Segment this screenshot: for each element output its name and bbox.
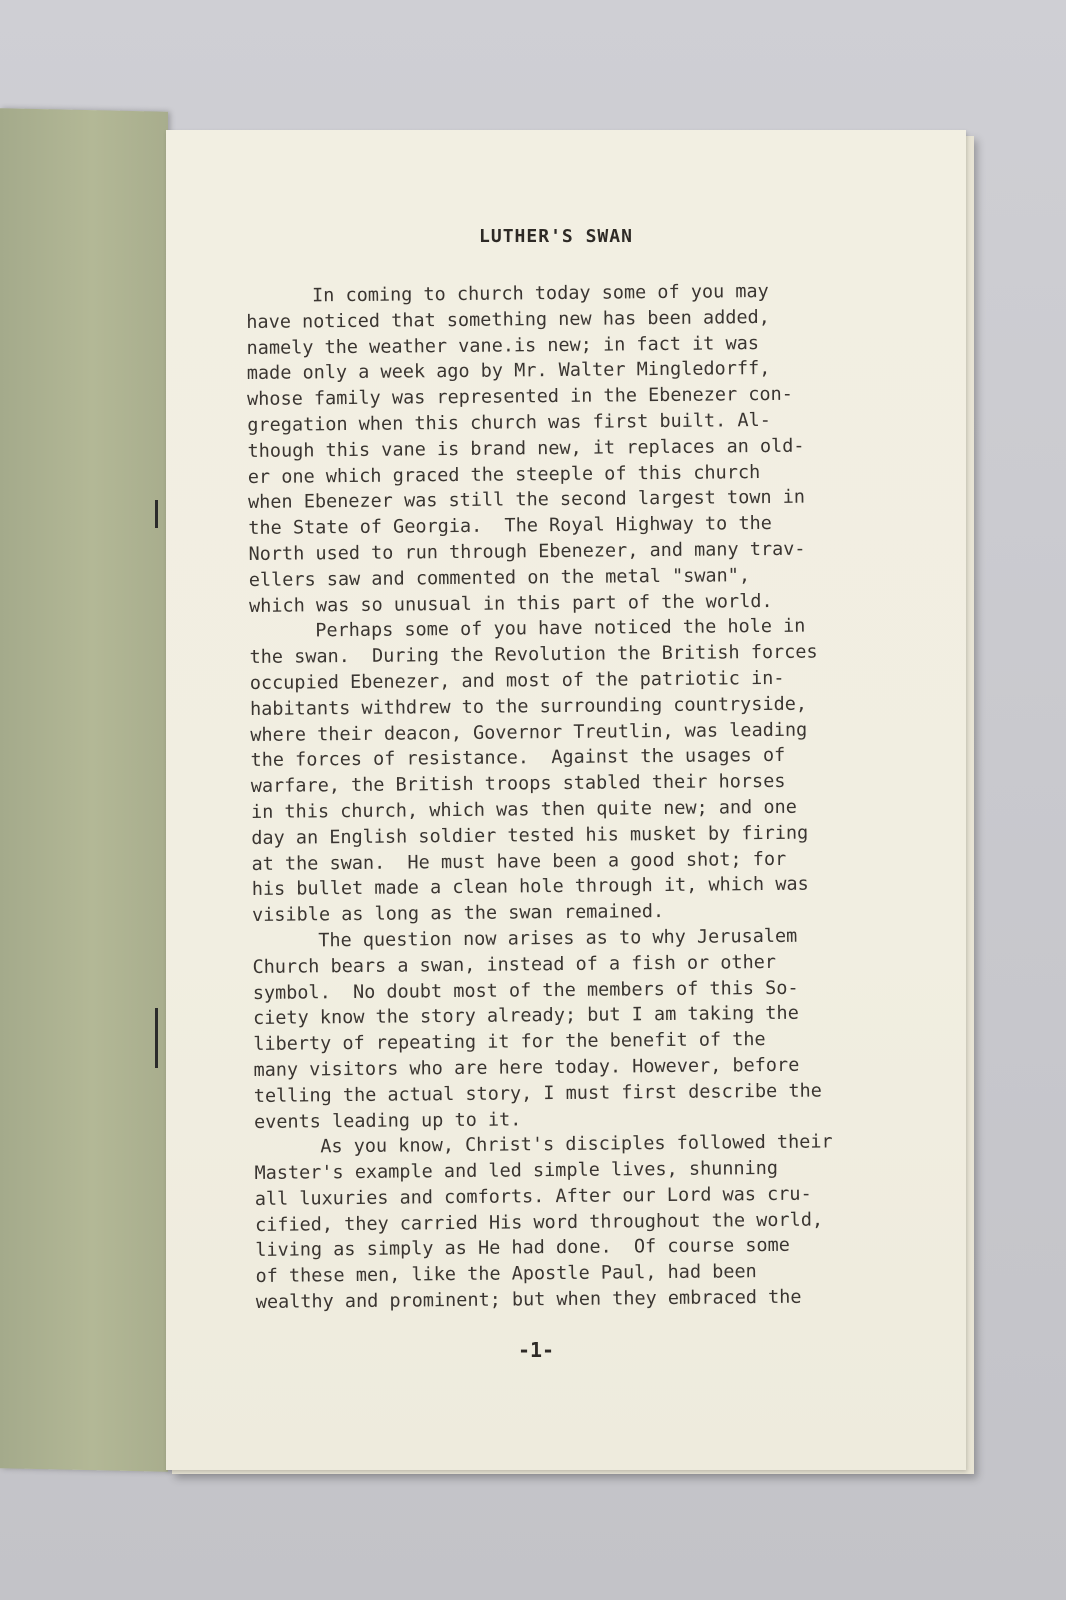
text-line: habitants withdrew to the surrounding countryside, [249, 693, 808, 720]
text-line: though this vane is brand new, it replaces an old- [247, 435, 805, 462]
text-line: his bullet made a clean hole through it, which was [251, 873, 809, 901]
text-line: of these men, like the Apostle Paul, had been [255, 1261, 757, 1288]
text-line: events leading up to it. [253, 1108, 522, 1133]
text-line: where their deacon, Governor Treutlin, was leading [250, 719, 808, 746]
text-line: the forces of resistance. Against the usages of [250, 745, 786, 772]
text-line: whose family was represented in the Ebenezer con- [247, 383, 793, 411]
text-line: symbol. No doubt most of the members of this So- [252, 977, 799, 1004]
text-line: day an English soldier tested his musket by firing [251, 822, 809, 849]
document-page [166, 130, 966, 1470]
text-line: liberty of repeating it for the benefit of the [253, 1029, 766, 1056]
text-line: have noticed that something new has been added, [246, 306, 770, 333]
text-line: the swan. During the Revolution the British forces [249, 641, 818, 669]
text-line: warfare, the British troops stabled their horses [250, 770, 786, 798]
text-line: Perhaps some of you have noticed the hole in [315, 616, 806, 642]
text-line: Church bears a swan, instead of a fish or other [252, 951, 777, 978]
text-line: In coming to church today some of you may [312, 280, 769, 307]
text-line: wealthy and prominent; but when they embraced the [255, 1286, 802, 1314]
text-line: which was so unusual in this part of the world. [248, 590, 773, 617]
text-line: visible as long as the swan remained. [251, 901, 665, 927]
booklet-cover-left [0, 108, 168, 1472]
page-number: -1- [517, 1338, 555, 1362]
text-line: As you know, Christ's disciples followed their [320, 1131, 833, 1158]
text-line: cified, they carried His word throughout the world, [254, 1209, 824, 1236]
staple-bottom [155, 1008, 158, 1068]
text-line: telling the actual story, I must first describe the [253, 1080, 822, 1107]
text-line: ellers saw and commented on the metal "swan", [248, 564, 751, 591]
text-line: The question now arises as to why Jerusalem [318, 925, 798, 952]
text-line: ciety know the story already; but I am taking the [252, 1003, 799, 1030]
staple-top [155, 500, 158, 528]
text-line: occupied Ebenezer, and most of the patriotic in- [249, 667, 785, 694]
text-line: the State of Georgia. The Royal Highway to the [248, 513, 772, 540]
text-line: North used to run through Ebenezer, and many trav- [248, 538, 806, 565]
text-line: living as simply as He had done. Of course some [255, 1235, 790, 1262]
text-line: many visitors who are here today. However, before [253, 1054, 800, 1081]
text-line: all luxuries and comforts. After our Lord was cru- [254, 1183, 812, 1210]
text-line: made only a week ago by Mr. Walter Mingledorff, [246, 358, 771, 385]
text-line: gregation when this church was first built. Al- [247, 409, 771, 436]
text-line: in this church, which was then quite new; and one [250, 796, 797, 823]
body-text [246, 277, 956, 1316]
text-line: Master's example and led simple lives, shunning [254, 1158, 779, 1185]
text-line: at the swan. He must have been a good shot; for [251, 848, 787, 875]
document-title: LUTHER'S SWAN [479, 226, 633, 247]
text-line: er one which graced the steeple of this church [247, 461, 761, 488]
text-line: when Ebenezer was still the second largest town in [248, 487, 806, 514]
text-line: namely the weather vane.is new; in fact it was [246, 332, 760, 359]
